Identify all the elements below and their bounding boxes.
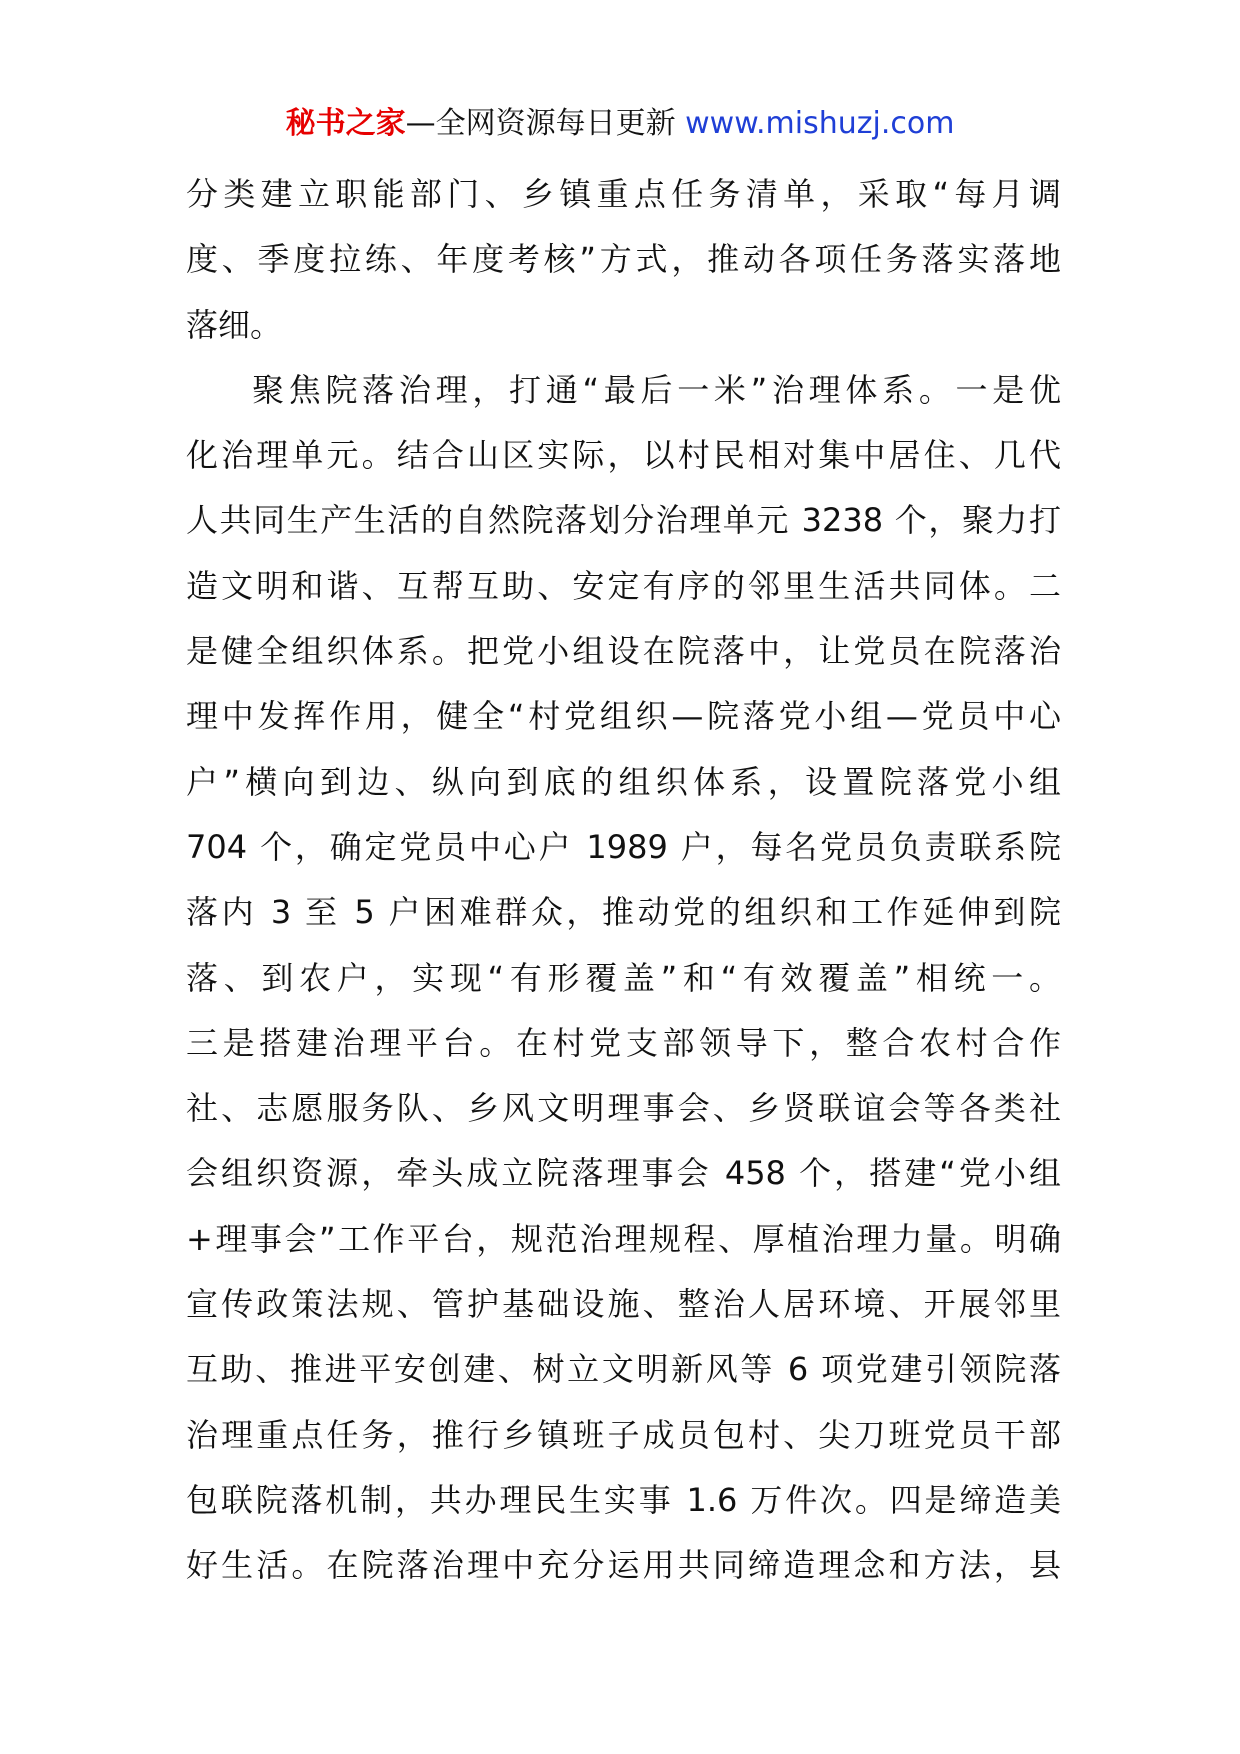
text-line: 704 个，确定党员中心户 1989 户，每名党员负责联系院 [186, 827, 1061, 866]
text-line: 好生活。在院落治理中充分运用共同缔造理念和方法，县 [186, 1546, 1061, 1585]
header-tagline: —全网资源每日更新 [405, 106, 676, 141]
text-line: 会组织资源，牵头成立院落理事会 458 个，搭建“党小组 [186, 1154, 1061, 1193]
text-line: 度、季度拉练、年度考核”方式，推动各项任务落实落地 [186, 240, 1061, 279]
text-line: 互助、推进平安创建、树立文明新风等 6 项党建引领院落 [186, 1350, 1061, 1389]
text-line: 户”横向到边、纵向到底的组织体系，设置院落党小组 [186, 762, 1061, 801]
text-line: 三是搭建治理平台。在村党支部领导下，整合农村合作 [186, 1023, 1061, 1062]
text-line: 包联院落机制，共办理民生实事 1.6 万件次。四是缔造美 [186, 1480, 1061, 1519]
page-header [0, 102, 1240, 146]
text-line: 是健全组织体系。把党小组设在院落中，让党员在院落治 [186, 632, 1061, 671]
text-line: 造文明和谐、互帮互助、安定有序的邻里生活共同体。二 [186, 566, 1061, 605]
text-line: 宣传政策法规、管护基础设施、整治人居环境、开展邻里 [186, 1285, 1061, 1324]
text-line: 分类建立职能部门、乡镇重点任务清单，采取“每月调 [186, 175, 1061, 213]
text-line: 化治理单元。结合山区实际，以村民相对集中居住、几代 [186, 436, 1061, 475]
text-line: 社、志愿服务队、乡风文明理事会、乡贤联谊会等各类社 [186, 1089, 1061, 1128]
text-line: 治理重点任务，推行乡镇班子成员包村、尖刀班党员干部 [186, 1415, 1061, 1454]
paragraph-first-line: 聚焦院落治理，打通“最后一米”治理体系。一是优 [252, 370, 1061, 409]
document-body [186, 162, 1061, 1599]
text-line: +理事会”工作平台，规范治理规程、厚植治理力量。明确 [186, 1219, 1061, 1258]
text-line: 落内 3 至 5 户困难群众，推动党的组织和工作延伸到院 [186, 893, 1061, 932]
text-line: 落、到农户，实现“有形覆盖”和“有效覆盖”相统一。 [186, 958, 1061, 997]
header-brand: 秘书之家 [285, 106, 406, 141]
header-url-link[interactable]: www.mishuzj.com [685, 106, 955, 141]
text-line: 人共同生产生活的自然院落划分治理单元 3238 个，聚力打 [186, 501, 1061, 540]
text-line: 落细。 [186, 305, 283, 344]
text-line: 理中发挥作用，健全“村党组织—院落党小组—党员中心 [186, 697, 1061, 736]
